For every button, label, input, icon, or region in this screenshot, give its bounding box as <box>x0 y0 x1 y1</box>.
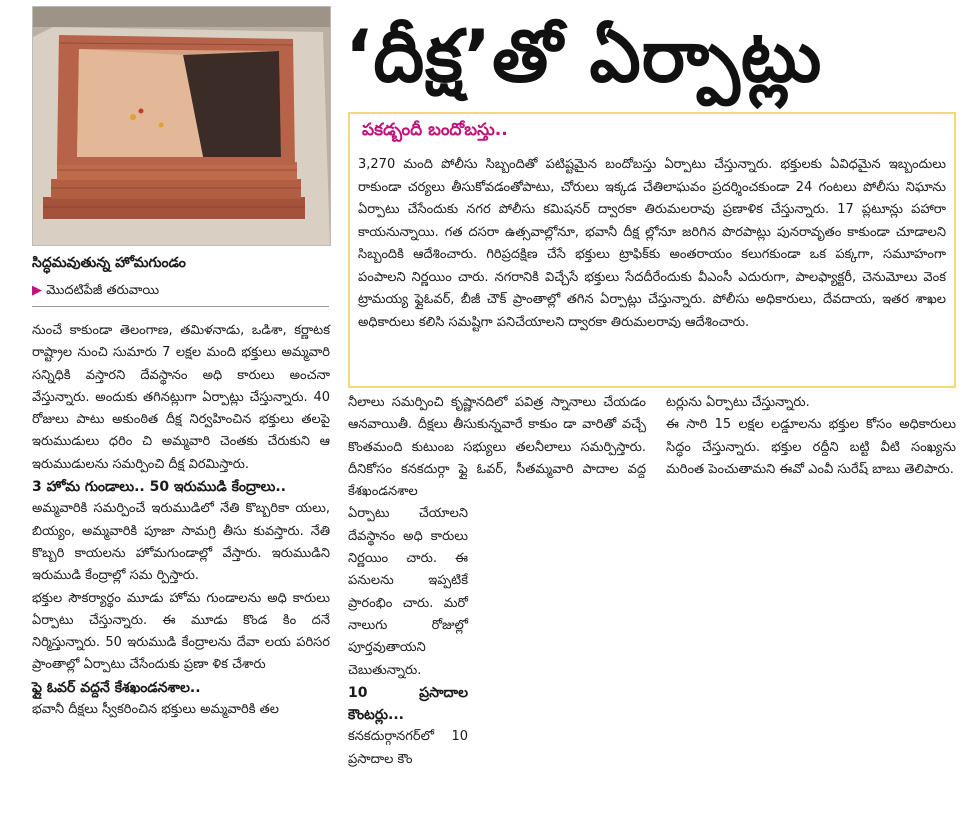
subheading: 3 హోమ గుండాలు.. 50 ఇరుముడి కేంద్రాలు.. <box>32 479 286 496</box>
box-title: పకడ్బందీ బందోబస్తు.. <box>362 120 508 140</box>
paragraph: నుంచే కాకుండా తెలంగాణ, తమిళనాడు, ఒడిశా, కర్ణాటక రాష్ట్రాల నుంచి సుమారు 7 లక్షల మంది భక్తులు అమ్మవారి సన్నిధికి వస్తారని దేవస్థానం అధి కారులు అంచనా వేస్తున్నారు. అందుకు తగినట్లుగా ఏర్పాట్లు చేస్తున్నారు. 40 రోజులు పాటు అకుంఠిత దీక్ష నిర్వహించిన భక్తులు తలపై ఇరుముడులు ధరిం చి అమ్మవారి చెంతకు చేరుకుని ఆ ఇరుముడులను సమర్పించి దీక్ష విరమిస్తారు. <box>32 323 330 472</box>
photo-caption: సిద్ధమవుతున్న హోమగుండం <box>32 255 186 271</box>
paragraph: ఈ సారి 15 లక్షల లడ్డూలను భక్తుల కోసం అధికారులు సిద్ధం చేస్తున్నారు. భక్తుల రద్దీని బట్టి వీటి సంఖ్యను మరింత పెంచుతామని ఈవో ఎంవీ సురేష్ బాబు తెలిపారు. <box>666 417 956 477</box>
divider <box>32 306 329 307</box>
article-column-1 <box>32 320 330 721</box>
subheading: 10 ప్రసాదాల కౌంటర్లు... <box>348 684 468 724</box>
paragraph: కనకదుర్గానగర్‌లో 10 ప్రసాదాల కౌం <box>348 729 468 767</box>
homagundam-photo <box>32 6 331 246</box>
article-column-3 <box>666 392 956 481</box>
article-column-2 <box>348 392 646 771</box>
paragraph: టర్లును ఏర్పాటు చేస్తున్నారు. <box>666 395 810 410</box>
paragraph: అమ్మవారికి సమర్పించే ఇరుముడిలో నేతి కొబ్బరికా యలు, బియ్యం, అమ్మవారికి పూజా సామగ్రి తీసు కువస్తారు. నేతి కొబ్బరి కాయలను హోమగుండాల్లో వేస్తారు. ఇరుముడిని ఇరుముడి కేంద్రాల్లో సమ ర్పిస్తారు. <box>32 501 330 584</box>
box-body: 3,270 మంది పోలీసు సిబ్బందితో పటిష్టమైన బందోబస్తు ఏర్పాటు చేస్తున్నారు. భక్తులకు ఏవిధమైన ఇబ్బందులు రాకుండా చర్యలు తీసుకోవడంతోపాటు, చోరులు ఇక్కడ చేతిలాఘవం ప్రదర్శించకుండా 24 గంటలు పోలీసు నిఘాను ఏర్పాటు చేసేందుకు నగర పోలీసు కమిషనర్ ద్వారకా తిరుమలరావు ప్రణాళిక చేస్తున్నారు. 17 ప్లటూన్లు పహారా కాయనున్నాయి. గత దసరా ఉత్సవాల్లోనూ, భవానీ దీక్ష ల్లోనూ జరిగిన పొరపాట్లు పునరావృతం కాకుండా చూడాలని సిబ్బందికి ఆదేశించారు. గిరిప్రదక్షిణ చేసే భక్తులు ట్రాఫిక్‌కు అంతరాయం కలుగకుండా ఒక పక్కగా, సమూహంగా పంపాలని నిర్ణయిం చారు. నగరానికి విచ్చేసే భక్తులు సేదదీరేందుకు వీఎంసీ ఎదురుగా, పాలఫ్యాక్టరీ, చెనుమోలు వెంక ట్రామయ్య ఫ్లైఓవర్, బీజీ చౌక్ ప్రాంతాల్లో తగిన ఏర్పాట్లు చేస్తున్నారు. పోలీసు అధికారులు, దేవదాయ, ఇతర శాఖల అధికారులు కలిసి సమష్టిగా పనిచేయాలని ద్వారకా తిరుమలరావు ఆదేశించారు. <box>358 157 946 330</box>
continued-text: మొదటిపేజీ తరువాయి <box>46 283 160 298</box>
paragraph: భక్తుల సౌకర్యార్థం మూడు హోమ గుండాలను అధి కారులు ఏర్పాటు చేస్తున్నారు. ఈ మూడు కొండ కిం దనే నిర్మిస్తున్నారు. 50 ఇరుముడి కేంద్రాలను దేవా లయ పరిసర ప్రాంతాల్లో ఏర్పాటు చేసేందుకు ప్రణా ళిక చేశారు <box>32 590 330 673</box>
paragraph: నీలాలు సమర్పించి కృష్ణానదిలో పవిత్ర స్నానాలు చేయడం ఆనవాయితీ. దీక్షలు తీసుకున్నవారే కాకుం డా వారితో వచ్చే కొంతమంది కుటుంబ సభ్యులు తలనీలాలు సమర్పిస్తారు. దీనికోసం కనకదుర్గా ఫ్లై ఓవర్, సీతమ్మవారి పాదాల వద్ద కేశఖండనశాల <box>348 395 646 500</box>
subheading: ఫ్లై ఓవర్ వద్దనే కేశఖండనశాల.. <box>32 679 201 696</box>
continued-from-page <box>32 283 159 301</box>
paragraph: ఏర్పాటు చేయాలని దేవస్థానం అధి కారులు నిర్ణయిం చారు. ఈ పనులను ఇప్పటికే ప్రారంభిం చారు. మరో నాలుగు రోజుల్లో పూర్తవుతాయని చెబుతున్నారు. <box>348 506 468 678</box>
photo-icon <box>33 7 330 245</box>
arrow-right-icon: ▶ <box>32 283 42 298</box>
headline: ‘దీక్ష’తో ఏర్పాట్లు <box>345 14 823 98</box>
paragraph: భవానీ దీక్షలు స్వీకరించిన భక్తులు అమ్మవారికి తల <box>32 702 279 718</box>
security-arrangements-box <box>348 112 956 388</box>
